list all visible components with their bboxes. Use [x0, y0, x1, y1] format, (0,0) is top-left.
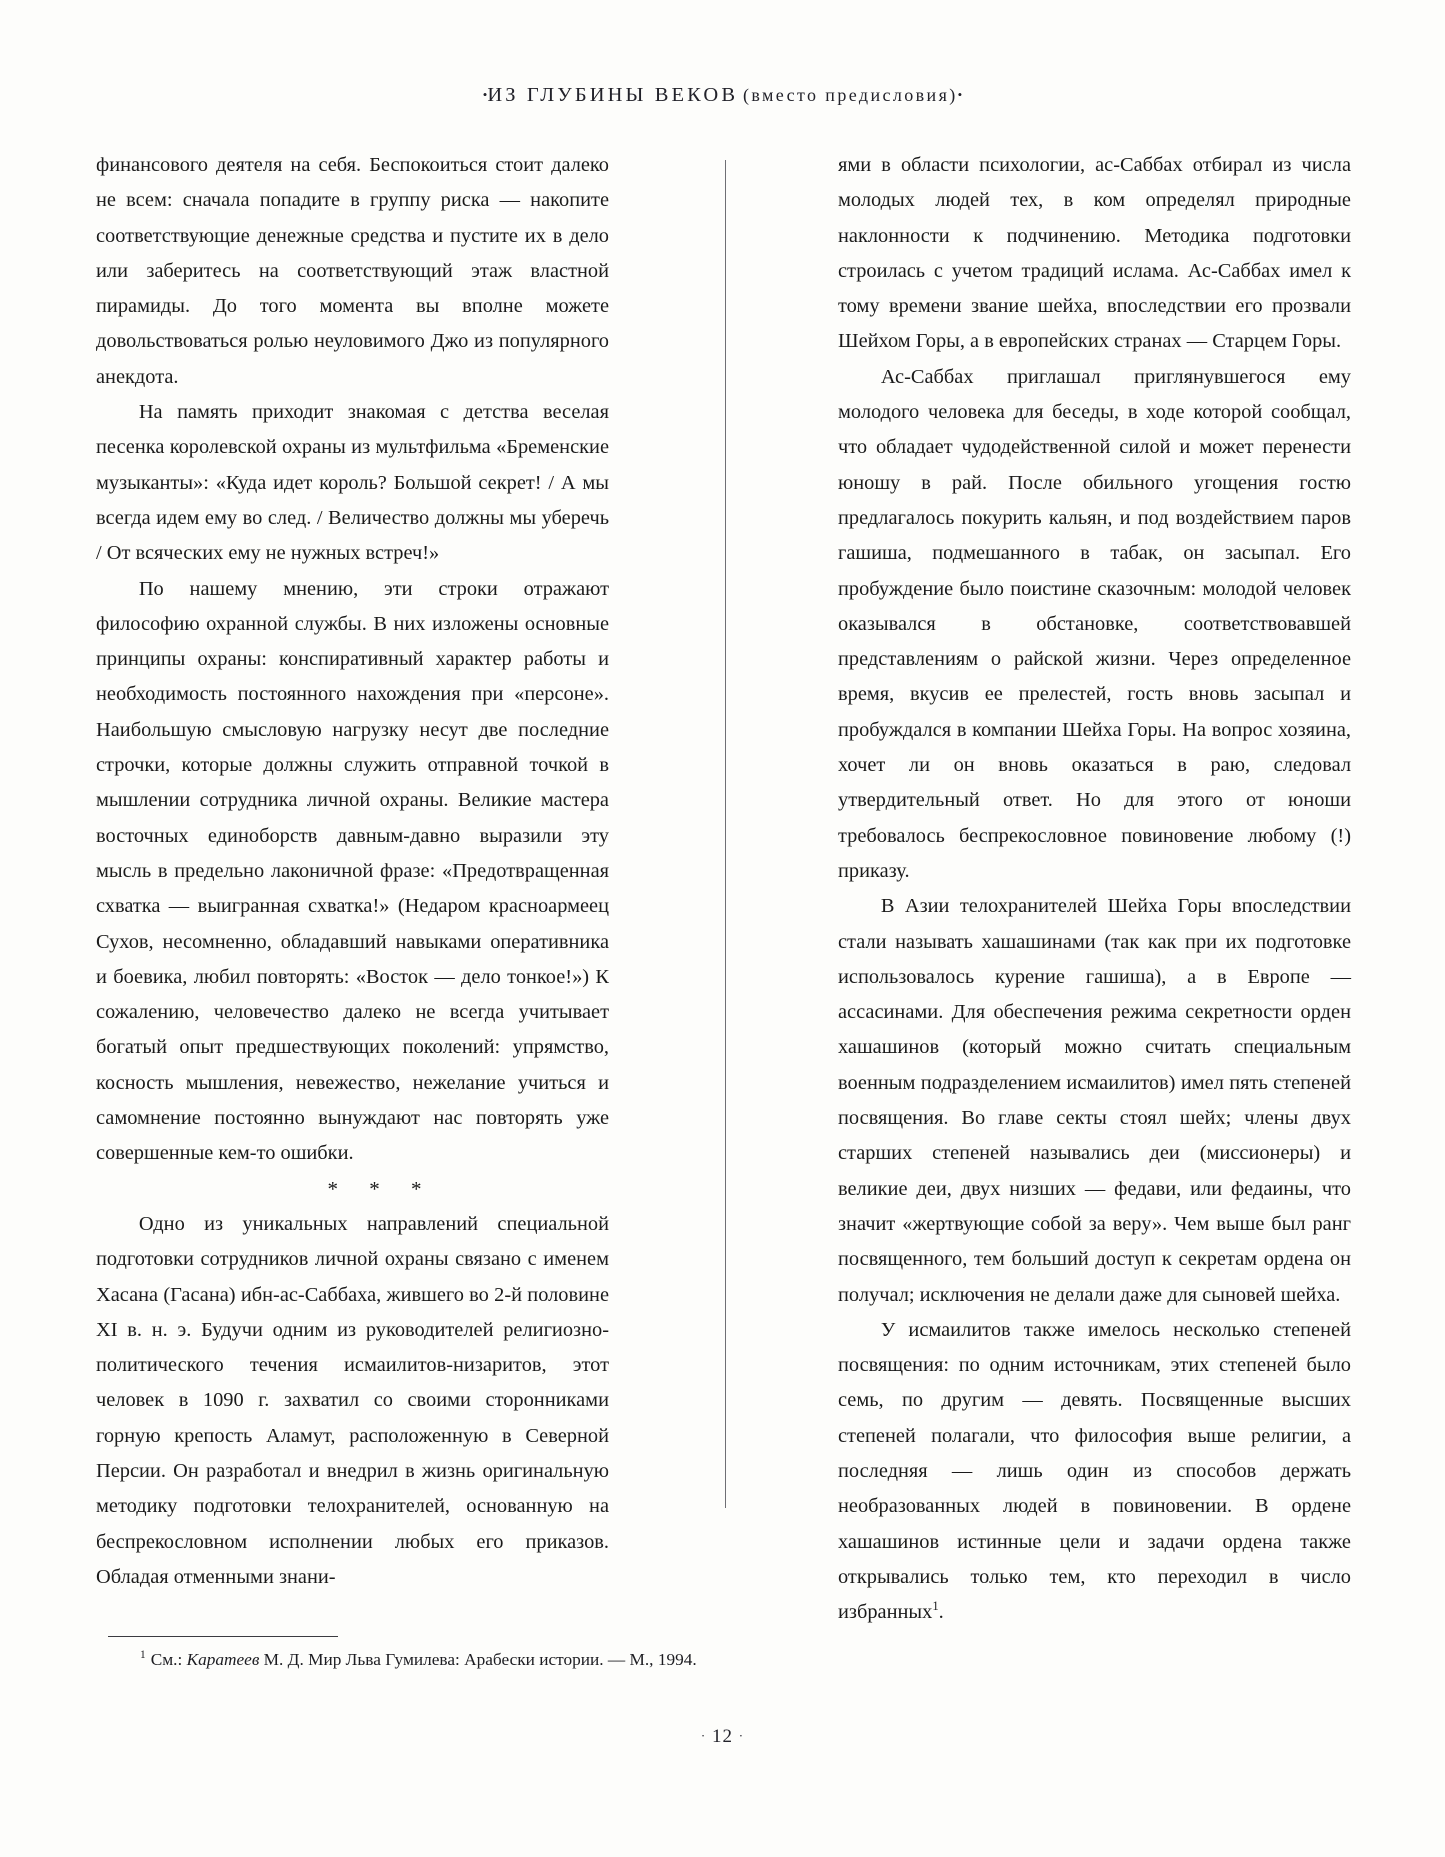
paragraph: финансового деятеля на себя. Беспокоиться стоит далеко не всем: сначала попадите в группу риска — накопите соответствующие денежные средства и пустите их в дело или заберитесь на соответствующий этаж властной пирамиды. До того момента вы вполне можете довольствоваться ролью неуловимого Джо из популярного анекдота.	[96, 154, 609, 388]
footnote-entry	[96, 1648, 1351, 1672]
folio-dot-left: ·	[700, 1728, 707, 1743]
paragraph-text: У исмаилитов также имелось несколько степеней посвящения: по одним источникам, этих степеней было семь, по другим — девять. Посвященные высших степеней полагали, что философия выше религии, а последняя — лишь один из способов держать необразованных людей в повиновении. В ордене хашашинов истинные цели и задачи ордена также открывались только тем, кто переходил в число избранных	[838, 1318, 1351, 1624]
footnote-author: Каратеев	[186, 1650, 260, 1669]
page-folio	[0, 1726, 1445, 1748]
folio-number: 12	[712, 1726, 733, 1747]
footnote-number: 1	[140, 1649, 146, 1662]
paragraph: На память приходит знакомая с детства веселая песенка королевской охраны из мультфильма «Бременские музыканты»: «Куда идет король? Большой секрет! / А мы всегда идем ему во след. / Величество должны мы уберечь / От всяческих ему не нужных встреч!»	[96, 401, 609, 565]
header-bullet-right: •	[957, 87, 963, 102]
header-title-caps: ИЗ ГЛУБИНЫ ВЕКОВ	[487, 84, 739, 106]
left-column	[96, 148, 609, 1595]
section-divider-asterisks: * * *	[327, 1176, 435, 1201]
paragraph: По нашему мнению, эти строки отражают философию охранной службы. В них изложены основные принципы охраны: конспиративный характер работы и необходимость постоянного нахождения при «персоне». Наибольшую смысловую нагрузку несут две последние строчки, которые должны служить отправной точкой в мышлении сотрудника личной охраны. Великие мастера восточных единоборств давным-давно выразили эту мысль в предельно лаконичной фразе: «Предотвращенная схватка — выигранная схватка!» (Недаром красноармеец Сухов, несомненно, обладавший навыками оперативника и боевика, любил повторять: «Восток — дело тонкое!») К сожалению, человечество далеко не всегда учитывает богатый опыт предшествующих поколений: упрямство, косность мышления, невежество, нежелание учиться и самомнение постоянно вынуждают нас повторять уже совершенные кем-то ошибки.	[96, 577, 609, 1165]
right-column	[838, 148, 1351, 1630]
footnote-prefix: См.:	[150, 1650, 187, 1669]
paragraph-with-footnote-ref	[838, 1313, 1351, 1631]
body-columns	[96, 148, 1351, 1624]
running-header	[0, 84, 1445, 107]
folio-dot-right: ·	[738, 1728, 745, 1743]
footnote-separator-rule	[108, 1636, 338, 1637]
paragraph: В Азии телохранителей Шейха Горы впоследствии стали называть хашашинами (так как при их подготовке использовалось курение гашиша), а в Европе — ассасинами. Для обеспечения режима секретности орден хашашинов (который можно считать специальным военным подразделением исмаилитов) имел пять степеней посвящения. Во главе секты стоял шейх; члены двух старших степеней назывались деи (миссионеры) и великие деи, двух низших — федави, или федаины, что значит «жертвующие собой за веру». Чем выше был ранг посвященного, тем больший доступ к секретам ордена он получал; исключения не делали даже для сыновей шейха.	[838, 895, 1351, 1306]
footnote-citation: М. Д. Мир Льва Гумилева: Арабески истории. — М., 1994.	[259, 1650, 697, 1669]
header-bullet-left: •	[482, 87, 488, 102]
paragraph: Ас-Саббах приглашал приглянувшегося ему молодого человека для беседы, в ходе которой сообщал, что обладает чудодейственной силой и может перенести юношу в рай. После обильного угощения гостю предлагалось покурить кальян, и под воздействием паров гашиша, подмешанного в табак, он засыпал. Его пробуждение было поистине сказочным: молодой человек оказывался в обстановке, соответствовавшей представлениям о райской жизни. Через определенное время, вкусив ее прелестей, гость вновь засыпал и пробуждался в компании Шейха Горы. На вопрос хозяина, хочет ли он вновь оказаться в раю, следовал утвердительный ответ. Но для этого от юноши требовалось беспрекословное повиновение любому (!) приказу.	[838, 365, 1351, 882]
paragraph: ями в области психологии, ас-Саббах отбирал из числа молодых людей тех, в ком определял природные наклонности к подчинению. Методика подготовки строилась с учетом традиций ислама. Ас-Саббах имел к тому времени звание шейха, впоследствии его прозвали Шейхом Горы, а в европейских странах — Старцем Горы.	[838, 154, 1351, 353]
paragraph: Одно из уникальных направлений специальной подготовки сотрудников личной охраны связано с именем Хасана (Гасана) ибн-ас-Саббаха, жившего во 2-й половине XI в. н. э. Будучи одним из руководителей религиозно-политического течения исмаилитов-низаритов, этот человек в 1090 г. захватил со своими сторонниками горную крепость Аламут, расположенную в Северной Персии. Он разработал и внедрил в жизнь оригинальную методику подготовки телохранителей, основанную на беспрекословном исполнении любых его приказов. Обладая отменными знани-	[96, 1212, 609, 1588]
header-title-parenthetical: (вместо предисловия)	[742, 85, 958, 105]
footnote-reference-marker[interactable]: 1	[932, 1599, 939, 1614]
paragraph-text-tail: .	[938, 1601, 944, 1624]
footnote-block	[96, 1636, 1351, 1672]
column-divider-rule	[725, 160, 726, 1508]
